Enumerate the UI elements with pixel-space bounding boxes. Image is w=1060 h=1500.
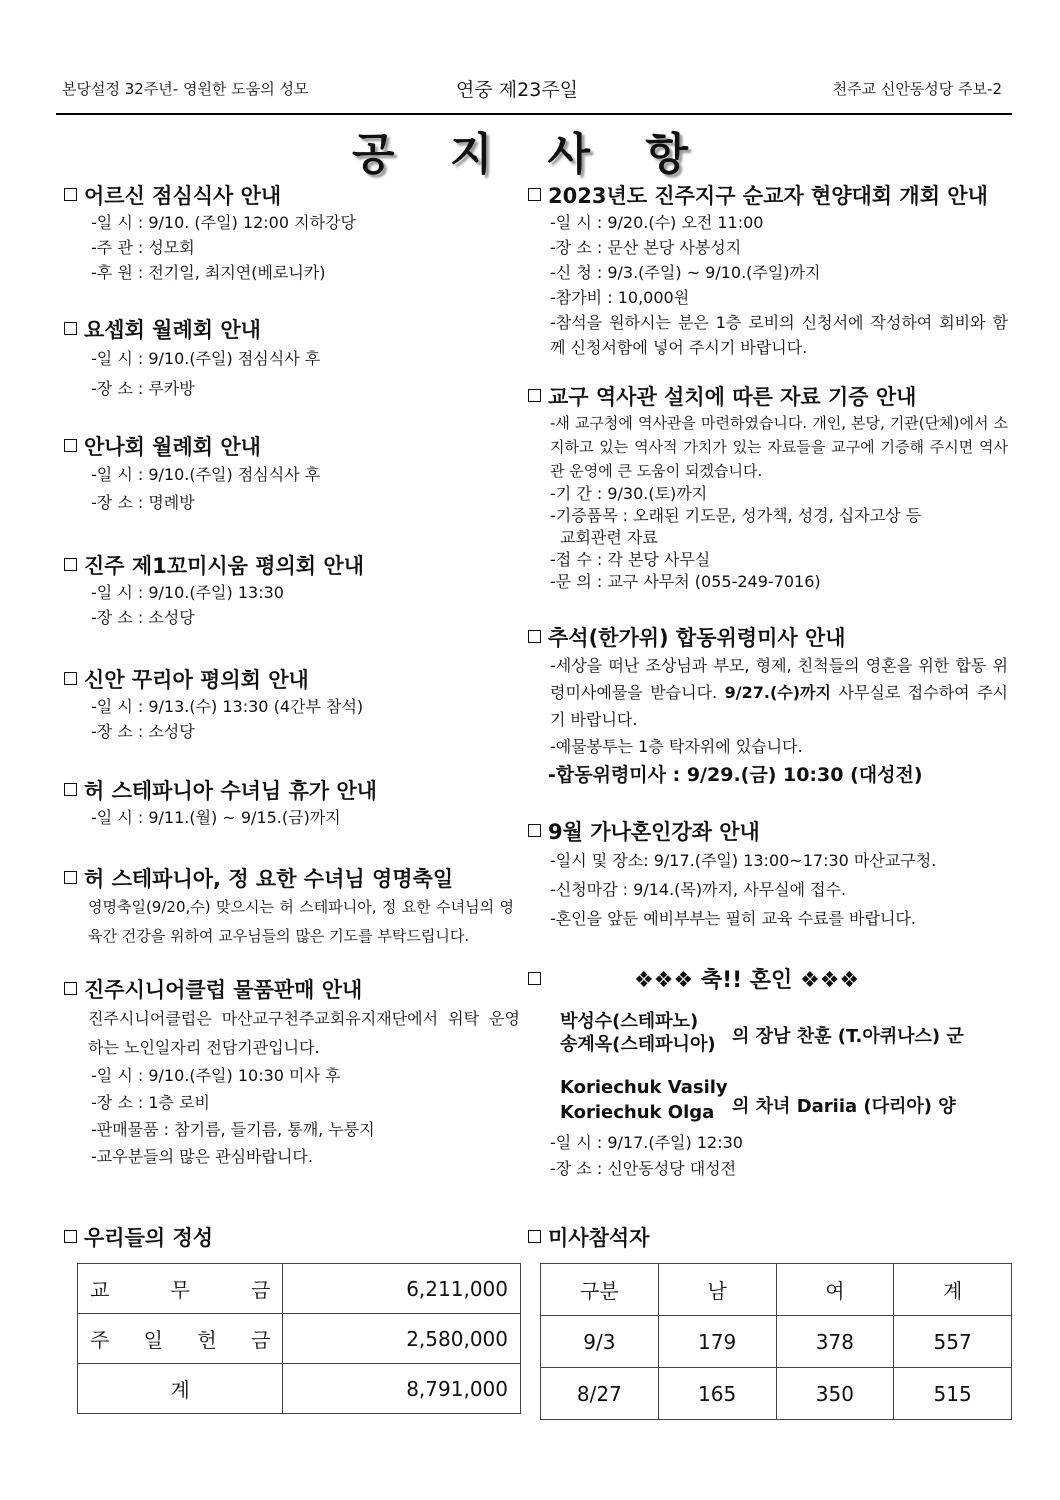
section-title: 우리들의 정성	[84, 1226, 214, 1250]
label-char: 금	[250, 1278, 271, 1302]
wedding-bride-parents	[560, 1075, 728, 1125]
parent-name: 박성수(스테파노)	[560, 1011, 699, 1032]
section-chuseok-mass	[528, 624, 1008, 790]
table-cell: 350	[776, 1368, 894, 1420]
checkbox-icon	[528, 972, 541, 985]
table-row	[78, 1264, 521, 1314]
table-row	[541, 1368, 1012, 1420]
info-line: -신 청 : 9/3.(주일) ~ 9/10.(주일)까지	[550, 263, 821, 282]
info-line: 교회관련 자료	[560, 528, 658, 547]
offering-label: 계	[78, 1364, 283, 1414]
column-header: 여	[776, 1264, 894, 1316]
label-char: 무	[170, 1278, 190, 1302]
paragraph: 영명축일(9/20,수) 맞으시는 허 스테파니아, 정 요한 수녀님의 영육간 건강을 위하여 교우님들의 많은 기도를 부탁드립니다.	[88, 898, 514, 945]
parent-name: 송계옥(스테파니아)	[560, 1034, 716, 1055]
wedding-groom-parents	[560, 1010, 716, 1056]
checkbox-icon	[64, 188, 77, 201]
info-line: -혼인을 앞둔 예비부부는 필히 교육 수료를 바랍니다.	[550, 909, 916, 928]
table-cell: 165	[658, 1368, 776, 1420]
section-cana-course	[528, 818, 1008, 933]
info-line: -예물봉투는 1층 탁자위에 있습니다.	[550, 737, 803, 756]
table-row	[78, 1364, 521, 1414]
section-title: 미사참석자	[548, 1226, 650, 1250]
page-title: 공 지 사 항	[352, 129, 708, 180]
parent-name: Koriechuk Vasily	[560, 1077, 728, 1098]
checkbox-icon	[64, 439, 77, 452]
label-char: 주	[90, 1328, 110, 1352]
section-wedding	[528, 966, 1008, 995]
section-title: 허 스테파니아 수녀님 휴가 안내	[84, 779, 377, 803]
section-history-donation	[528, 383, 1008, 593]
info-line: -신청마감 : 9/14.(목)까지, 사무실에 접수.	[550, 880, 847, 899]
offering-heading	[64, 1224, 213, 1252]
info-line: -일 시 : 9/10.(주일) 점심식사 후	[91, 349, 321, 368]
checkbox-icon	[64, 322, 77, 335]
section-elder-lunch	[64, 182, 356, 285]
offering-amount: 8,791,000	[283, 1364, 521, 1414]
mass-time-line: -합동위령미사 : 9/29.(금) 10:30 (대성전)	[548, 764, 923, 786]
info-line: -일 시 : 9/10.(주일) 점심식사 후	[91, 465, 321, 484]
section-title: 진주시니어클럽 물품판매 안내	[84, 978, 363, 1002]
section-title: 어르신 점심식사 안내	[84, 184, 282, 208]
checkbox-icon	[64, 783, 77, 796]
column-header: 계	[894, 1264, 1012, 1316]
wedding-info	[550, 1130, 743, 1182]
info-line: -일 시 : 9/10.(주일) 13:30	[91, 583, 284, 602]
parent-name: Koriechuk Olga	[560, 1102, 715, 1123]
info-line: -장 소 : 신안동성당 대성전	[550, 1159, 737, 1178]
header-divider	[56, 113, 1012, 115]
checkbox-icon	[528, 188, 541, 201]
checkbox-icon	[528, 1230, 541, 1243]
checkbox-icon	[528, 824, 541, 837]
checkbox-icon	[528, 389, 541, 402]
table-cell: 557	[894, 1316, 1012, 1368]
section-martyr-festival	[528, 182, 1008, 360]
section-title: ❖❖❖ 축!! 혼인 ❖❖❖	[634, 968, 860, 993]
info-line: -일 시 : 9/11.(월) ~ 9/15.(금)까지	[91, 808, 341, 827]
label-char: 일	[143, 1328, 163, 1352]
info-line: -참가비 : 10,000원	[550, 288, 690, 307]
header-left: 본당설정 32주년- 영원한 도움의 성모	[62, 80, 309, 98]
table-cell: 378	[776, 1316, 894, 1368]
label-char: 헌	[197, 1328, 217, 1352]
attendance-table	[540, 1263, 1012, 1420]
section-title: 추석(한가위) 합동위령미사 안내	[548, 626, 846, 650]
table-header-row	[541, 1264, 1012, 1316]
table-row	[78, 1314, 521, 1364]
info-line: -장 소 : 소성당	[91, 608, 195, 627]
info-line: -후 원 : 전기일, 최지연(베로니카)	[91, 263, 326, 282]
column-header: 구분	[541, 1264, 659, 1316]
info-line: -일 시 : 9/10.(주일) 10:30 미사 후	[91, 1066, 341, 1085]
column-header: 남	[658, 1264, 776, 1316]
info-line: -장 소 : 소성당	[91, 722, 195, 741]
table-row	[541, 1316, 1012, 1368]
table-cell: 8/27	[541, 1368, 659, 1420]
info-line: -접 수 : 각 본당 사무실	[550, 550, 711, 569]
section-title: 2023년도 진주지구 순교자 현양대회 개회 안내	[548, 184, 988, 208]
paragraph: -참석을 원하시는 분은 1층 로비의 신청서에 작성하여 회비와 함께 신청서함에 넣어 주시기 바랍니다.	[550, 313, 1008, 357]
table-cell: 515	[894, 1368, 1012, 1420]
info-line: -일시 및 장소: 9/17.(주일) 13:00~17:30 마산교구청.	[550, 851, 937, 870]
offering-amount: 2,580,000	[283, 1314, 521, 1364]
section-title: 신안 꾸리아 평의회 안내	[84, 668, 309, 692]
checkbox-icon	[64, 1230, 77, 1243]
info-line: -기증품목 : 오래된 기도문, 성가책, 성경, 십자고상 등	[550, 506, 922, 525]
wedding-bride-desc: 의 차녀 Dariia (다리아) 양	[732, 1096, 956, 1117]
info-line: -주 관 : 성모회	[91, 238, 195, 257]
info-line: -판매물품 : 참기름, 들기름, 통깨, 누룽지	[91, 1120, 375, 1139]
attendance-heading	[528, 1224, 649, 1252]
section-title: 교구 역사관 설치에 따른 자료 기증 안내	[548, 385, 917, 409]
section-title: 안나회 월례회 안내	[84, 435, 261, 459]
wedding-groom-desc: 의 장남 찬훈 (T.아퀴나스) 군	[732, 1026, 964, 1047]
paragraph	[528, 652, 1008, 733]
checkbox-icon	[64, 672, 77, 685]
section-joseph-meeting	[64, 316, 320, 404]
info-line: -일 시 : 9/17.(주일) 12:30	[550, 1133, 743, 1152]
section-senior-club	[64, 976, 520, 1170]
paragraph-text: 사무실로 접수하여 주시기 바랍니다.	[550, 683, 1009, 729]
header-right: 천주교 신안동성당 주보-2	[832, 80, 1002, 98]
offering-table	[77, 1263, 521, 1414]
offering-label	[78, 1314, 283, 1364]
section-feast-day	[64, 865, 514, 951]
info-line: -장 소 : 루카방	[91, 379, 195, 398]
info-line: -일 시 : 9/20.(수) 오전 11:00	[550, 213, 764, 232]
section-title: 요셉회 월례회 안내	[84, 318, 261, 342]
paragraph-text: -세상을 떠난 조상님과 부모, 형제, 친척들의 영혼을 위한 합동 위령미사예물을 받습니다.	[550, 656, 1008, 702]
paragraph: 진주시니어클럽은 마산교구천주교회유지재단에서 위탁 운영하는 노인일자리 전담기관입니다.	[88, 1009, 520, 1057]
label-char: 금	[250, 1328, 271, 1352]
paragraph: -새 교구청에 역사관을 마련하였습니다. 개인, 본당, 기관(단체)에서 소지하고 있는 역사적 가치가 있는 자료들을 교구에 기증해 주시면 역사관 운영에 큰 도움이 되겠습니다.	[550, 414, 1008, 480]
offering-amount: 6,211,000	[283, 1264, 521, 1314]
info-line: -장 소 : 문산 본당 사봉성지	[550, 238, 742, 257]
section-anna-meeting	[64, 433, 320, 517]
table-cell: 179	[658, 1316, 776, 1368]
checkbox-icon	[64, 558, 77, 571]
section-comitium	[64, 552, 364, 630]
info-line: -장 소 : 1층 로비	[91, 1093, 210, 1112]
label-char: 교	[90, 1278, 110, 1302]
info-line: -문 의 : 교구 사무처 (055-249-7016)	[550, 572, 821, 591]
info-line: -일 시 : 9/13.(수) 13:30 (4간부 참석)	[91, 697, 364, 716]
table-cell: 9/3	[541, 1316, 659, 1368]
checkbox-icon	[64, 871, 77, 884]
section-title: 9월 가나혼인강좌 안내	[548, 820, 760, 844]
info-line: -일 시 : 9/10. (주일) 12:00 지하강당	[91, 213, 356, 232]
section-sister-vacation	[64, 777, 377, 830]
section-curia	[64, 666, 363, 744]
checkbox-icon	[64, 982, 77, 995]
info-line: -장 소 : 명례방	[91, 493, 195, 512]
section-title: 진주 제1꼬미시움 평의회 안내	[84, 554, 364, 578]
checkbox-icon	[528, 630, 541, 643]
info-line: -교우분들의 많은 관심바랍니다.	[91, 1147, 313, 1166]
header-center: 연중 제23주일	[456, 79, 578, 101]
deadline-text: 9/27.(수)까지	[724, 683, 831, 702]
info-line: -기 간 : 9/30.(토)까지	[550, 484, 708, 503]
offering-label	[78, 1264, 283, 1314]
section-title: 허 스테파니아, 정 요한 수녀님 영명축일	[84, 867, 454, 891]
